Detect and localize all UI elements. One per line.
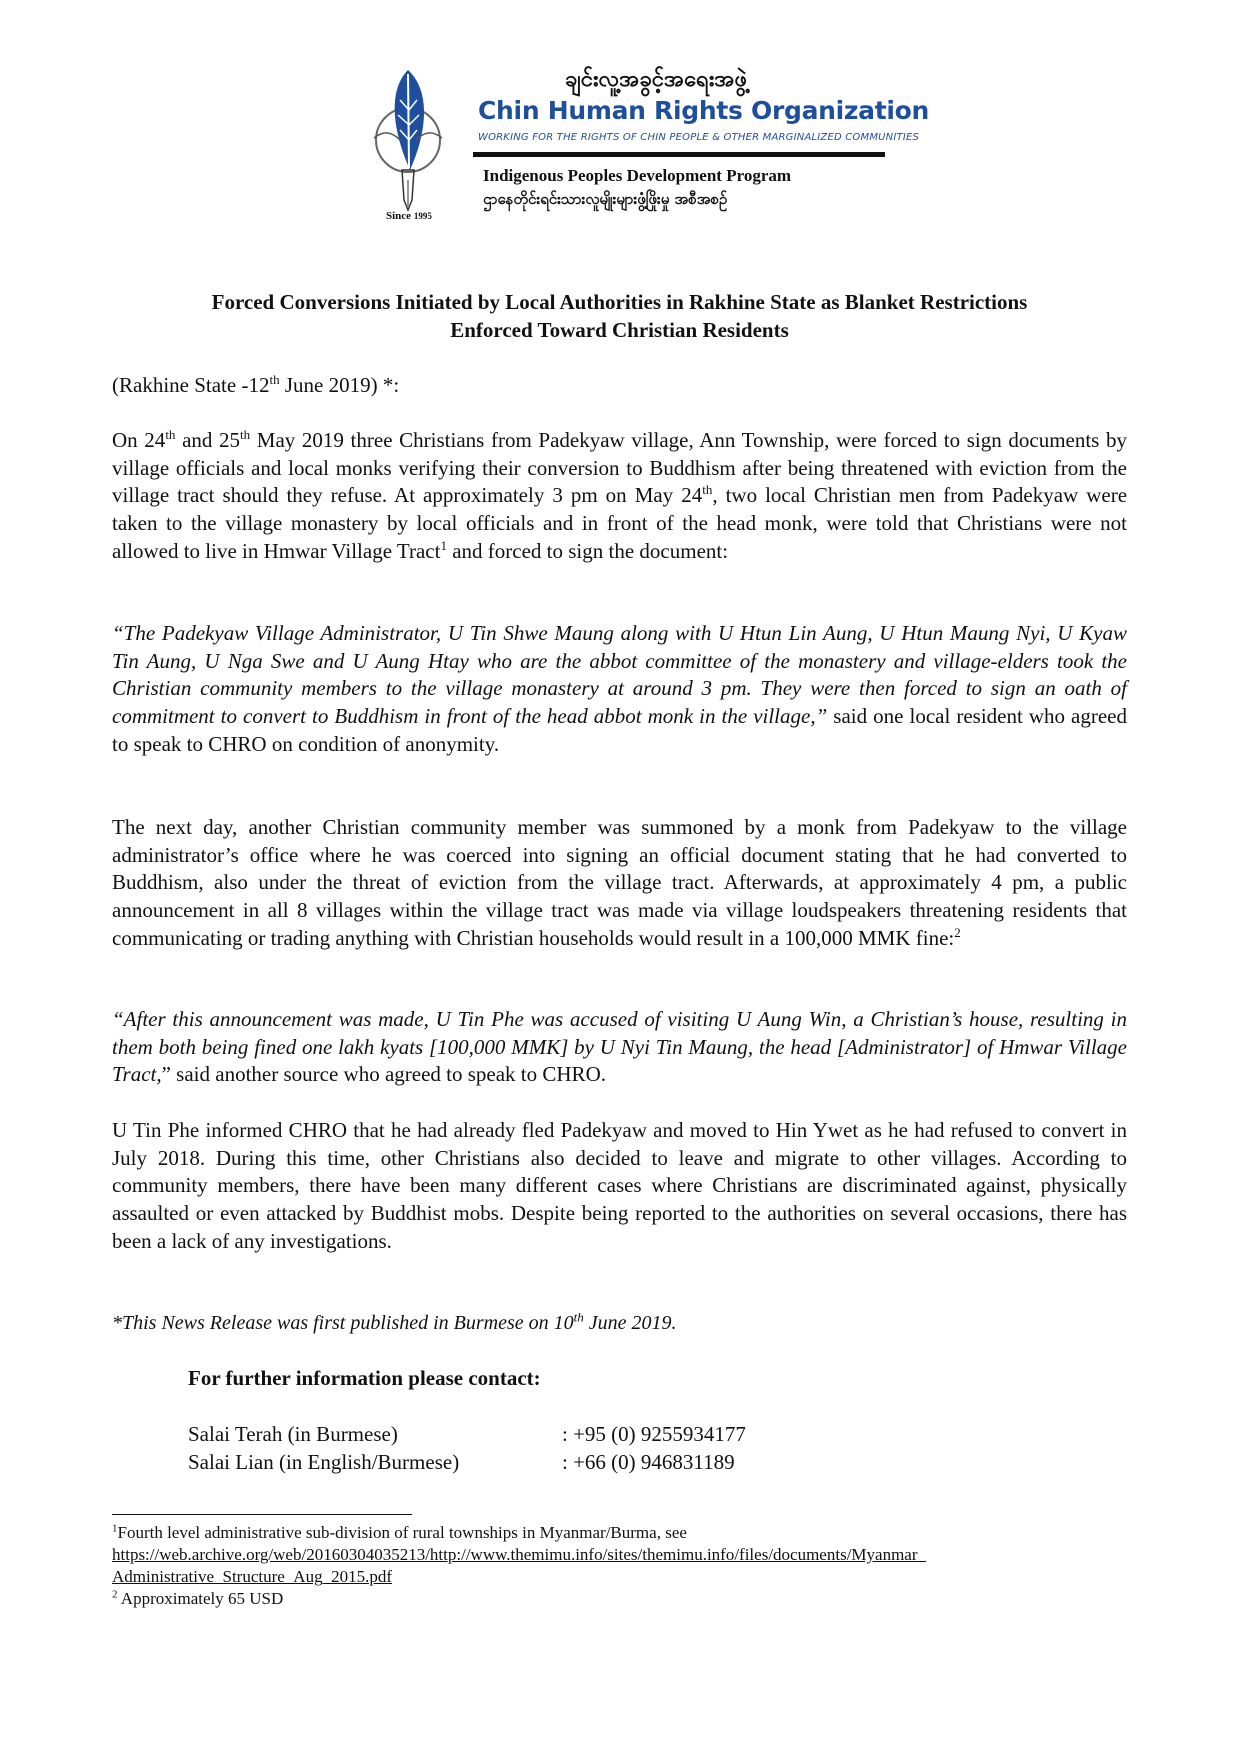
contact-heading: For further information please contact: — [188, 1366, 541, 1390]
footnote-ref-2[interactable]: 2 — [954, 924, 961, 940]
feather-pen-emblem-icon — [370, 60, 470, 235]
dateline: (Rakhine State -12th June 2019) *: — [112, 372, 400, 397]
title-line-1: Forced Conversions Initiated by Local Authorities in Rakhine State as Blanket Restrictions — [211, 290, 1028, 314]
paragraph-3: U Tin Phe informed CHRO that he had already fled Padekyaw and moved to Hin Ywet as he had refused to convert in July 2018. During this time, other Christians also decided to leave and migrate to other villages. According to community members, there have been many different cases where Christians are discriminated against, physically assaulted or even attacked by Buddhist mobs. Despite being reported to the authorities on several occasions, there has been a lack of any investigations. — [112, 1118, 1127, 1253]
org-name-burmese: ချင်းလူ့အခွင့်အရေးအဖွဲ့ — [565, 67, 748, 92]
paragraph-2: The next day, another Christian community member was summoned by a monk from Padekyaw to the village administrator’s office where he was coerced into signing an official document stating that he had converted to Buddhism, also under the threat of eviction from the village tract. Afterwards, at approximately 4 pm, a public announcement in all 8 villages within the village tract was made via village loudspeakers threatening residents that communicating or trading anything with Christian households would result in a 100,000 MMK fine:$^2$ — [112, 815, 1127, 950]
quote-1: “The Padekyaw Village Administrator, U Tin Shwe Maung along with U Htun Lin Aung, U Htun Maung Nyi, U Kyaw Tin Aung, U Nga Swe and U Aung Htay who are the abbot committee of the monastery and village-elders took the Christian community members to the village monastery at around 3 pm. They were then forced to sign an oath of commitment to convert to Buddhism in front of the head abbot monk in the village,” said one local resident who agreed to speak to CHRO on condition of anonymity. — [112, 621, 1127, 756]
contact-name: Salai Terah (in Burmese) — [188, 1422, 398, 1446]
footnotes — [112, 1522, 1132, 1610]
footnote-2: $^2$ Approximately 65 USD — [112, 1588, 284, 1608]
footnote-divider — [112, 1514, 412, 1515]
contact-phone: : +95 (0) 9255934177 — [562, 1422, 746, 1446]
org-tagline: WORKING FOR THE RIGHTS OF CHIN PEOPLE & OTHER MARGINALIZED COMMUNITIES — [478, 132, 920, 143]
letterhead-logo — [370, 60, 930, 235]
letterhead-divider — [473, 152, 885, 157]
document-title — [112, 288, 1127, 344]
footnote-1-link[interactable]: https://web.archive.org/web/20160304035213/http://www.themimu.info/sites/themimu.info/files/documents/Myanmar_ Administrative_Structure_Aug_2015.pdf — [112, 1545, 927, 1586]
program-name: Indigenous Peoples Development Program — [483, 166, 792, 185]
since-label: Since 1995 — [386, 210, 432, 222]
program-name-burmese: ဌာနေတိုင်းရင်းသားလူမျိုးများဖွံ့ဖြိုးမှု အစီအစဉ် — [483, 190, 728, 208]
paragraph-1: On 24th and 25th May 2019 three Christians from Padekyaw village, Ann Township, were forced to sign documents by village officials and local monks verifying their conversion to Buddhism after being threatened with eviction from the village tract should they refuse. At approximately 3 pm on May 24th, two local Christian men from Padekyaw were taken to the village monastery by local officials and in front of the head monk, were told that Christians were not allowed to live in Hmwar Village Tract$^1$ and forced to sign the document: — [112, 427, 1128, 563]
footnote-ref-1[interactable]: 1 — [440, 537, 447, 553]
contact-name: Salai Lian (in English/Burmese) — [188, 1450, 460, 1474]
title-line-2: Enforced Toward Christian Residents — [450, 318, 789, 342]
footnote-1: $^1$Fourth level administrative sub-division of rural townships in Myanmar/Burma, see — [112, 1522, 687, 1542]
publication-note: *This News Release was first published in Burmese on 10th June 2019. — [112, 1309, 677, 1334]
org-name: Chin Human Rights Organization — [478, 96, 930, 125]
quote-2: “After this announcement was made, U Tin Phe was accused of visiting U Aung Win, a Christian’s house, resulting in them both being fined one lakh kyats [100,000 MMK] by U Nyi Tin Maung, the head [Administrator] of Hmwar Village Tract,” said another source who agreed to speak to CHRO. — [112, 1007, 1127, 1087]
contact-phone: : +66 (0) 946831189 — [562, 1450, 735, 1474]
